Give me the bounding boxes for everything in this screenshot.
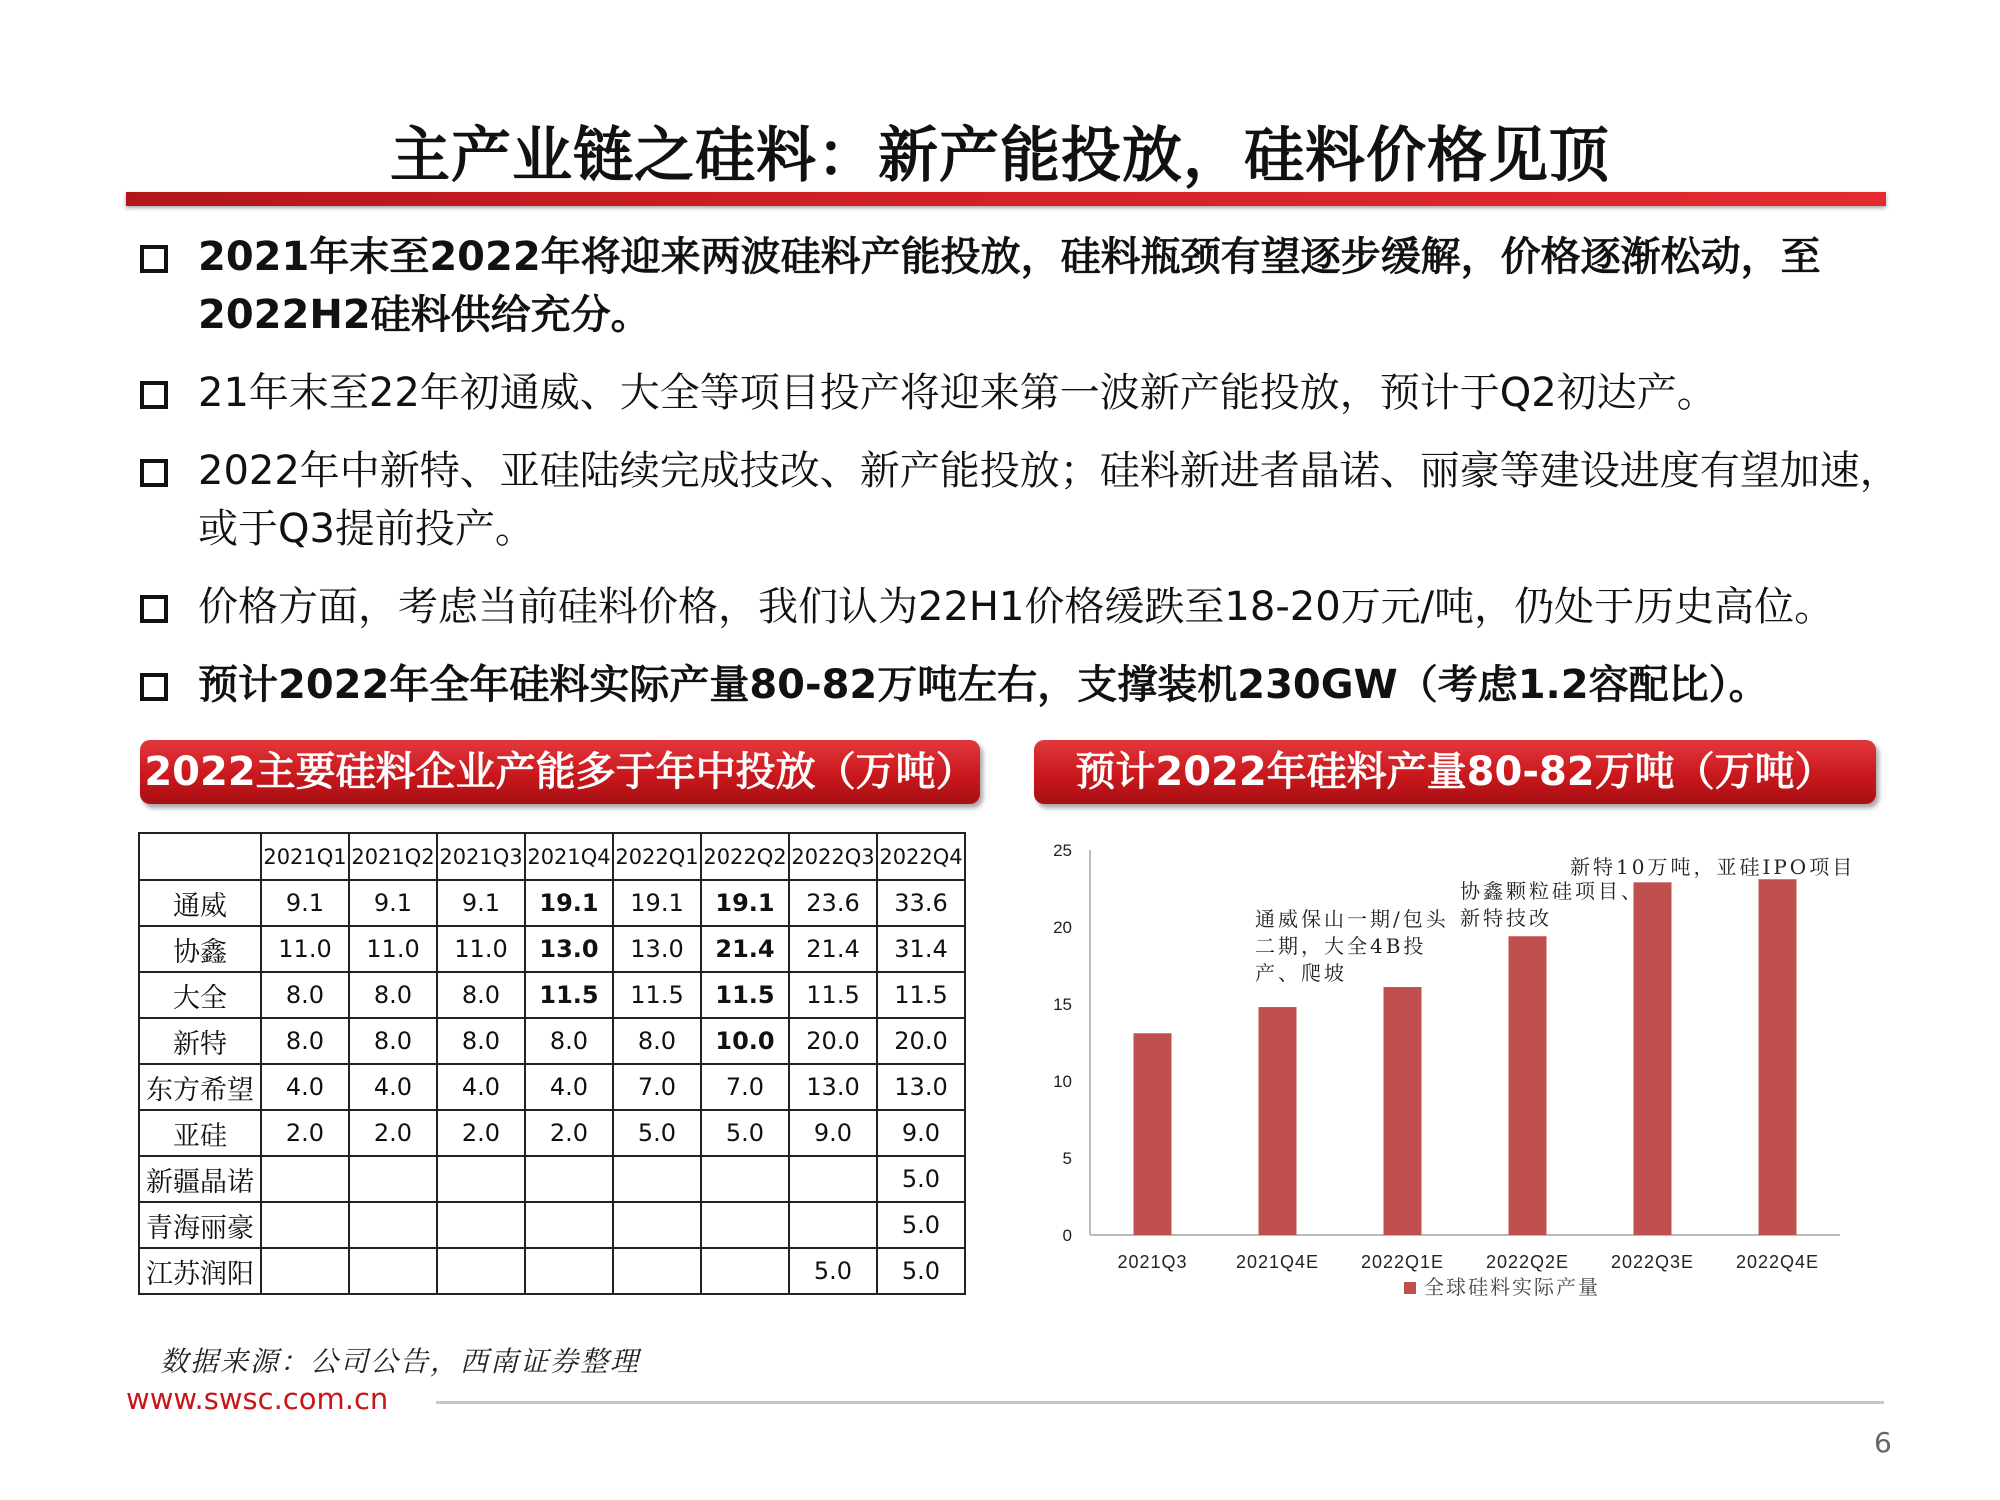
bullet-item <box>140 578 1900 636</box>
chart-annotation: 新特10万吨，亚硅IPO项目 <box>1570 855 1856 879</box>
checkbox-bullet-icon <box>140 381 168 409</box>
table-row <box>139 880 965 926</box>
bullet-item <box>140 228 1900 344</box>
bar <box>1634 882 1672 1235</box>
bar <box>1259 1007 1297 1235</box>
y-tick-label: 15 <box>1053 995 1072 1014</box>
table-row <box>139 972 965 1018</box>
table-cell: 11.0 <box>261 926 349 972</box>
y-tick-label: 25 <box>1053 841 1072 860</box>
table-cell: 33.6 <box>877 880 965 926</box>
page-number: 6 <box>1874 1426 1892 1459</box>
table-cell: 8.0 <box>349 972 437 1018</box>
checkbox-bullet-icon <box>140 595 168 623</box>
column-header: 2022Q3 <box>789 833 877 880</box>
table-cell: 8.0 <box>613 1018 701 1064</box>
table-row <box>139 1064 965 1110</box>
table-cell: 5.0 <box>789 1248 877 1294</box>
table-cell: 5.0 <box>613 1110 701 1156</box>
chart-annotation: 通威保山一期/包头 <box>1255 907 1449 931</box>
y-tick-label: 5 <box>1062 1149 1072 1168</box>
table-cell: 4.0 <box>525 1064 613 1110</box>
table-cell: 11.0 <box>437 926 525 972</box>
table-cell: 9.0 <box>789 1110 877 1156</box>
table-cell: 11.5 <box>613 972 701 1018</box>
table-cell: 8.0 <box>349 1018 437 1064</box>
table-cell: 5.0 <box>877 1202 965 1248</box>
bar <box>1759 879 1797 1235</box>
row-header: 东方希望 <box>139 1064 261 1110</box>
bullet-text: 2021年末至2022年将迎来两波硅料产能投放，硅料瓶颈有望逐步缓解，价格逐渐松动，至2022H2硅料供给充分。 <box>198 234 1821 338</box>
table-cell: 13.0 <box>789 1064 877 1110</box>
table-cell: 4.0 <box>349 1064 437 1110</box>
table-cell: 8.0 <box>261 1018 349 1064</box>
table-cell <box>613 1248 701 1294</box>
website-link[interactable]: www.swsc.com.cn <box>126 1382 389 1416</box>
table-row <box>139 1110 965 1156</box>
table-cell: 10.0 <box>701 1018 789 1064</box>
table-cell: 8.0 <box>437 1018 525 1064</box>
table-cell: 11.5 <box>789 972 877 1018</box>
table-cell <box>701 1202 789 1248</box>
bullet-item <box>140 656 1900 714</box>
bar <box>1509 936 1547 1235</box>
y-tick-label: 0 <box>1062 1226 1072 1245</box>
table-cell: 11.5 <box>701 972 789 1018</box>
table-cell: 21.4 <box>789 926 877 972</box>
row-header: 大全 <box>139 972 261 1018</box>
table-cell: 11.0 <box>349 926 437 972</box>
table-cell: 11.5 <box>877 972 965 1018</box>
table-cell: 19.1 <box>613 880 701 926</box>
table-row <box>139 1018 965 1064</box>
table-cell: 7.0 <box>701 1064 789 1110</box>
table-cell <box>613 1202 701 1248</box>
table-cell <box>261 1202 349 1248</box>
row-header: 协鑫 <box>139 926 261 972</box>
table-cell <box>789 1156 877 1202</box>
table-cell <box>525 1202 613 1248</box>
checkbox-bullet-icon <box>140 245 168 273</box>
column-header: 2021Q2 <box>349 833 437 880</box>
bullet-text: 价格方面，考虑当前硅料价格，我们认为22H1价格缓跌至18-20万元/吨，仍处于历史高位。 <box>198 584 1835 630</box>
row-header: 通威 <box>139 880 261 926</box>
row-header: 青海丽豪 <box>139 1202 261 1248</box>
checkbox-bullet-icon <box>140 459 168 487</box>
legend-swatch <box>1404 1282 1416 1294</box>
table-cell: 8.0 <box>525 1018 613 1064</box>
bullet-list <box>140 228 1900 734</box>
table-row <box>139 926 965 972</box>
column-header: 2022Q4 <box>877 833 965 880</box>
column-header: 2022Q1 <box>613 833 701 880</box>
footer-divider <box>436 1401 1884 1404</box>
table-cell <box>437 1248 525 1294</box>
x-tick-label: 2022Q4E <box>1735 1252 1820 1272</box>
table-cell: 19.1 <box>701 880 789 926</box>
table-cell <box>525 1156 613 1202</box>
checkbox-bullet-icon <box>140 673 168 701</box>
table-cell <box>349 1202 437 1248</box>
row-header: 亚硅 <box>139 1110 261 1156</box>
row-header: 新疆晶诺 <box>139 1156 261 1202</box>
x-tick-label: 2022Q1E <box>1360 1252 1445 1272</box>
bullet-text: 2022年中新特、亚硅陆续完成技改、新产能投放；硅料新进者晶诺、丽豪等建设进度有望加速，或于Q3提前投产。 <box>198 448 1900 552</box>
x-tick-label: 2021Q3 <box>1117 1252 1188 1272</box>
table-corner-cell <box>139 833 261 880</box>
table-cell: 11.5 <box>525 972 613 1018</box>
table-cell <box>613 1156 701 1202</box>
table-cell: 8.0 <box>261 972 349 1018</box>
bullet-text: 21年末至22年初通威、大全等项目投产将迎来第一波新产能投放，预计于Q2初达产。 <box>198 370 1717 416</box>
legend-label: 全球硅料实际产量 <box>1424 1275 1600 1299</box>
capacity-table <box>138 832 966 1295</box>
chart-annotation: 二期，大全4B投 <box>1255 934 1427 958</box>
bullet-item <box>140 442 1900 558</box>
table-cell: 7.0 <box>613 1064 701 1110</box>
chart-annotation: 协鑫颗粒硅项目、 <box>1460 879 1644 903</box>
x-tick-label: 2021Q4E <box>1235 1252 1320 1272</box>
table-cell: 20.0 <box>789 1018 877 1064</box>
table-cell: 9.1 <box>261 880 349 926</box>
y-tick-label: 10 <box>1053 1072 1072 1091</box>
table-cell: 2.0 <box>437 1110 525 1156</box>
table-cell <box>437 1202 525 1248</box>
bullet-item <box>140 364 1900 422</box>
table-cell: 13.0 <box>613 926 701 972</box>
table-header-row <box>139 833 965 880</box>
chart-banner: 预计2022年硅料产量80-82万吨（万吨） <box>1034 740 1876 804</box>
bar <box>1134 1033 1172 1235</box>
table-cell: 8.0 <box>437 972 525 1018</box>
table-cell: 9.1 <box>437 880 525 926</box>
table-cell: 2.0 <box>525 1110 613 1156</box>
table-cell: 4.0 <box>261 1064 349 1110</box>
production-bar-chart <box>1030 830 1870 1330</box>
table-row <box>139 1248 965 1294</box>
table-cell: 19.1 <box>525 880 613 926</box>
table-cell: 31.4 <box>877 926 965 972</box>
table-cell <box>701 1248 789 1294</box>
chart-annotation: 产、爬坡 <box>1255 961 1347 985</box>
table-cell <box>437 1156 525 1202</box>
table-cell: 9.1 <box>349 880 437 926</box>
table-cell <box>261 1248 349 1294</box>
table-cell <box>349 1156 437 1202</box>
page-title: 主产业链之硅料：新产能投放，硅料价格见顶 <box>390 121 1610 191</box>
table-cell: 2.0 <box>261 1110 349 1156</box>
table-cell <box>261 1156 349 1202</box>
table-cell: 13.0 <box>525 926 613 972</box>
table-cell: 5.0 <box>701 1110 789 1156</box>
bullet-text: 预计2022年全年硅料实际产量80-82万吨左右，支撑装机230GW（考虑1.2容配比）。 <box>198 662 1769 708</box>
table-cell <box>349 1248 437 1294</box>
row-header: 新特 <box>139 1018 261 1064</box>
table-row <box>139 1156 965 1202</box>
table-cell: 5.0 <box>877 1248 965 1294</box>
title-underline <box>126 192 1886 206</box>
table-cell: 4.0 <box>437 1064 525 1110</box>
row-header: 江苏润阳 <box>139 1248 261 1294</box>
column-header: 2022Q2 <box>701 833 789 880</box>
column-header: 2021Q1 <box>261 833 349 880</box>
table-cell <box>701 1156 789 1202</box>
chart-annotation: 新特技改 <box>1460 906 1552 930</box>
table-row <box>139 1202 965 1248</box>
column-header: 2021Q3 <box>437 833 525 880</box>
table-cell: 5.0 <box>877 1156 965 1202</box>
table-cell <box>789 1202 877 1248</box>
table-cell: 23.6 <box>789 880 877 926</box>
table-cell: 21.4 <box>701 926 789 972</box>
y-tick-label: 20 <box>1053 918 1072 937</box>
table-cell: 13.0 <box>877 1064 965 1110</box>
table-banner: 2022主要硅料企业产能多于年中投放（万吨） <box>140 740 980 804</box>
x-tick-label: 2022Q2E <box>1485 1252 1570 1272</box>
x-tick-label: 2022Q3E <box>1610 1252 1695 1272</box>
table-cell: 20.0 <box>877 1018 965 1064</box>
table-cell: 9.0 <box>877 1110 965 1156</box>
column-header: 2021Q4 <box>525 833 613 880</box>
data-source: 数据来源：公司公告，西南证券整理 <box>160 1345 641 1378</box>
table-cell <box>525 1248 613 1294</box>
bar <box>1384 987 1422 1235</box>
table-cell: 2.0 <box>349 1110 437 1156</box>
